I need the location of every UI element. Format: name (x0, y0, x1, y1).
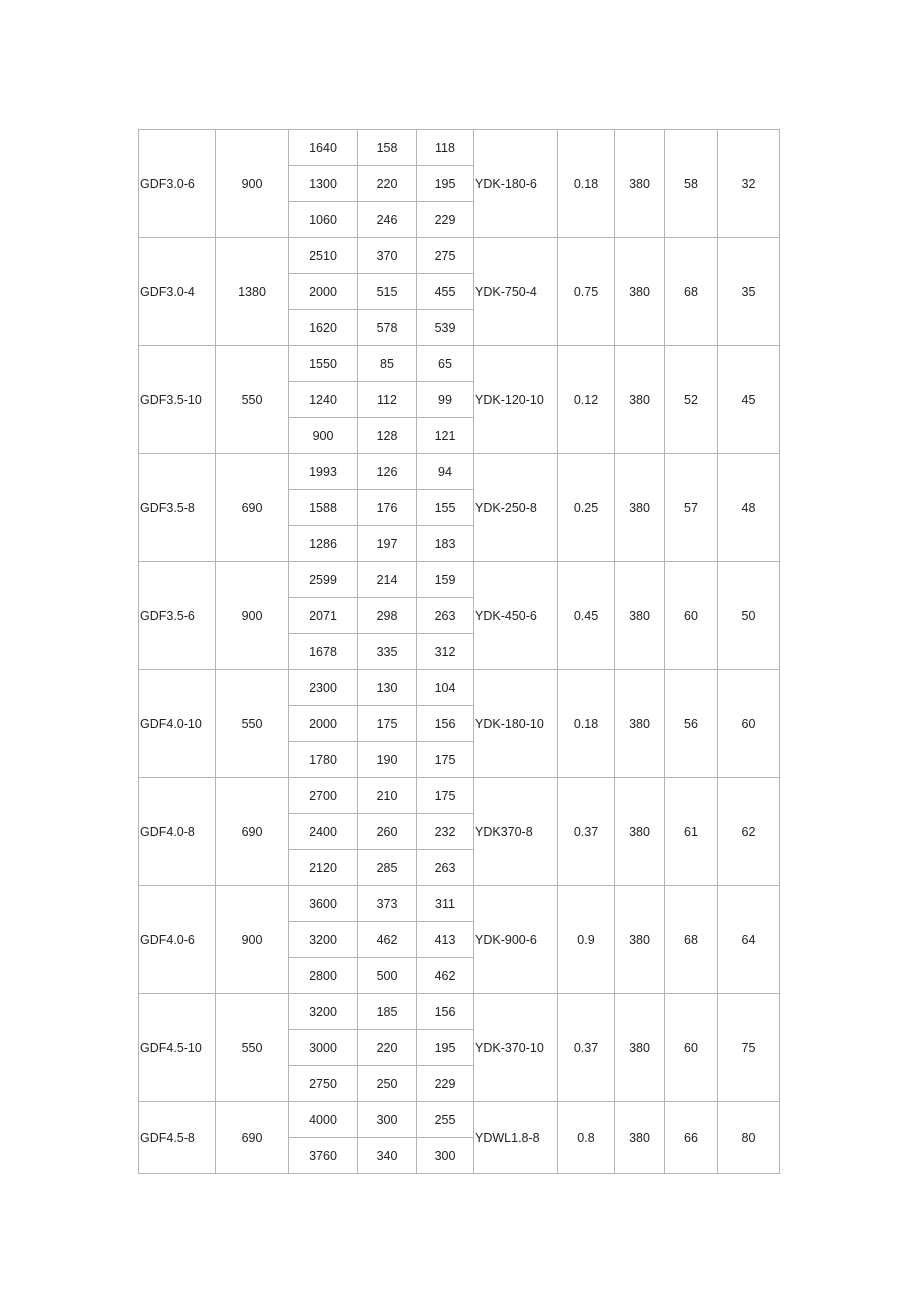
airflow-cell: 1240 (289, 382, 358, 418)
motor-cell: YDK-180-6 (474, 130, 558, 238)
airflow-cell: 1300 (289, 166, 358, 202)
model-cell: GDF3.0-4 (139, 238, 216, 346)
motor-cell: YDK-180-10 (474, 670, 558, 778)
pressure2-cell: 229 (417, 1066, 474, 1102)
voltage-cell: 380 (615, 886, 665, 994)
pressure-cell: 158 (358, 130, 417, 166)
pressure2-cell: 455 (417, 274, 474, 310)
model-cell: GDF3.0-6 (139, 130, 216, 238)
pressure-cell: 335 (358, 634, 417, 670)
pressure2-cell: 156 (417, 706, 474, 742)
airflow-cell: 3200 (289, 994, 358, 1030)
weight-cell: 50 (718, 562, 780, 670)
pressure-cell: 515 (358, 274, 417, 310)
pressure2-cell: 175 (417, 742, 474, 778)
airflow-cell: 1060 (289, 202, 358, 238)
pressure2-cell: 104 (417, 670, 474, 706)
weight-cell: 80 (718, 1102, 780, 1174)
pressure-cell: 210 (358, 778, 417, 814)
table-row (139, 454, 780, 490)
voltage-cell: 380 (615, 130, 665, 238)
pressure2-cell: 94 (417, 454, 474, 490)
airflow-cell: 3600 (289, 886, 358, 922)
pressure-cell: 246 (358, 202, 417, 238)
motor-cell: YDWL1.8-8 (474, 1102, 558, 1174)
motor-cell: YDK-250-8 (474, 454, 558, 562)
airflow-cell: 2599 (289, 562, 358, 598)
pressure-cell: 220 (358, 166, 417, 202)
rpm-cell: 550 (216, 994, 289, 1102)
pressure-cell: 370 (358, 238, 417, 274)
voltage-cell: 380 (615, 346, 665, 454)
airflow-cell: 2400 (289, 814, 358, 850)
pressure-cell: 190 (358, 742, 417, 778)
model-cell: GDF3.5-10 (139, 346, 216, 454)
pressure2-cell: 183 (417, 526, 474, 562)
pressure-cell: 260 (358, 814, 417, 850)
pressure-cell: 197 (358, 526, 417, 562)
model-cell: GDF4.0-6 (139, 886, 216, 994)
pressure2-cell: 99 (417, 382, 474, 418)
rpm-cell: 550 (216, 670, 289, 778)
table-row (139, 130, 780, 166)
model-cell: GDF3.5-6 (139, 562, 216, 670)
power-cell: 0.18 (558, 670, 615, 778)
airflow-cell: 900 (289, 418, 358, 454)
pressure2-cell: 195 (417, 166, 474, 202)
airflow-cell: 2000 (289, 274, 358, 310)
airflow-cell: 2071 (289, 598, 358, 634)
power-cell: 0.9 (558, 886, 615, 994)
pressure2-cell: 175 (417, 778, 474, 814)
noise-cell: 56 (665, 670, 718, 778)
pressure2-cell: 65 (417, 346, 474, 382)
pressure2-cell: 195 (417, 1030, 474, 1066)
model-cell: GDF4.0-10 (139, 670, 216, 778)
noise-cell: 58 (665, 130, 718, 238)
pressure-cell: 578 (358, 310, 417, 346)
pressure-cell: 214 (358, 562, 417, 598)
model-cell: GDF4.0-8 (139, 778, 216, 886)
noise-cell: 60 (665, 562, 718, 670)
pressure-cell: 126 (358, 454, 417, 490)
voltage-cell: 380 (615, 454, 665, 562)
airflow-cell: 1678 (289, 634, 358, 670)
spec-table (138, 129, 780, 1174)
rpm-cell: 900 (216, 562, 289, 670)
power-cell: 0.12 (558, 346, 615, 454)
rpm-cell: 690 (216, 454, 289, 562)
noise-cell: 68 (665, 886, 718, 994)
power-cell: 0.37 (558, 994, 615, 1102)
pressure-cell: 85 (358, 346, 417, 382)
pressure2-cell: 159 (417, 562, 474, 598)
rpm-cell: 690 (216, 1102, 289, 1174)
pressure2-cell: 263 (417, 598, 474, 634)
airflow-cell: 2000 (289, 706, 358, 742)
voltage-cell: 380 (615, 994, 665, 1102)
airflow-cell: 4000 (289, 1102, 358, 1138)
airflow-cell: 1640 (289, 130, 358, 166)
motor-cell: YDK-370-10 (474, 994, 558, 1102)
airflow-cell: 1286 (289, 526, 358, 562)
airflow-cell: 2700 (289, 778, 358, 814)
pressure-cell: 250 (358, 1066, 417, 1102)
airflow-cell: 3000 (289, 1030, 358, 1066)
motor-cell: YDK-900-6 (474, 886, 558, 994)
airflow-cell: 2800 (289, 958, 358, 994)
airflow-cell: 3200 (289, 922, 358, 958)
rpm-cell: 900 (216, 130, 289, 238)
motor-cell: YDK-750-4 (474, 238, 558, 346)
motor-cell: YDK-450-6 (474, 562, 558, 670)
pressure2-cell: 300 (417, 1138, 474, 1174)
table-row (139, 346, 780, 382)
table-row (139, 886, 780, 922)
pressure-cell: 300 (358, 1102, 417, 1138)
pressure2-cell: 462 (417, 958, 474, 994)
weight-cell: 62 (718, 778, 780, 886)
pressure2-cell: 312 (417, 634, 474, 670)
pressure-cell: 220 (358, 1030, 417, 1066)
table-row (139, 238, 780, 274)
pressure-cell: 340 (358, 1138, 417, 1174)
noise-cell: 57 (665, 454, 718, 562)
table-row (139, 562, 780, 598)
rpm-cell: 1380 (216, 238, 289, 346)
rpm-cell: 900 (216, 886, 289, 994)
table-row (139, 994, 780, 1030)
voltage-cell: 380 (615, 778, 665, 886)
weight-cell: 35 (718, 238, 780, 346)
pressure2-cell: 232 (417, 814, 474, 850)
weight-cell: 45 (718, 346, 780, 454)
pressure2-cell: 121 (417, 418, 474, 454)
table-body (139, 130, 780, 1174)
table-row (139, 670, 780, 706)
noise-cell: 68 (665, 238, 718, 346)
table-row (139, 1102, 780, 1138)
pressure-cell: 176 (358, 490, 417, 526)
pressure-cell: 175 (358, 706, 417, 742)
rpm-cell: 690 (216, 778, 289, 886)
table-row (139, 778, 780, 814)
power-cell: 0.75 (558, 238, 615, 346)
motor-cell: YDK370-8 (474, 778, 558, 886)
airflow-cell: 2510 (289, 238, 358, 274)
voltage-cell: 380 (615, 1102, 665, 1174)
pressure2-cell: 413 (417, 922, 474, 958)
pressure2-cell: 275 (417, 238, 474, 274)
airflow-cell: 3760 (289, 1138, 358, 1174)
airflow-cell: 1780 (289, 742, 358, 778)
pressure-cell: 112 (358, 382, 417, 418)
pressure2-cell: 118 (417, 130, 474, 166)
power-cell: 0.8 (558, 1102, 615, 1174)
pressure2-cell: 263 (417, 850, 474, 886)
power-cell: 0.37 (558, 778, 615, 886)
noise-cell: 60 (665, 994, 718, 1102)
rpm-cell: 550 (216, 346, 289, 454)
model-cell: GDF3.5-8 (139, 454, 216, 562)
voltage-cell: 380 (615, 670, 665, 778)
noise-cell: 52 (665, 346, 718, 454)
motor-cell: YDK-120-10 (474, 346, 558, 454)
pressure2-cell: 155 (417, 490, 474, 526)
weight-cell: 64 (718, 886, 780, 994)
pressure-cell: 128 (358, 418, 417, 454)
airflow-cell: 1550 (289, 346, 358, 382)
airflow-cell: 2300 (289, 670, 358, 706)
power-cell: 0.18 (558, 130, 615, 238)
pressure2-cell: 255 (417, 1102, 474, 1138)
noise-cell: 61 (665, 778, 718, 886)
weight-cell: 75 (718, 994, 780, 1102)
pressure2-cell: 229 (417, 202, 474, 238)
pressure2-cell: 156 (417, 994, 474, 1030)
pressure-cell: 373 (358, 886, 417, 922)
airflow-cell: 1620 (289, 310, 358, 346)
pressure2-cell: 311 (417, 886, 474, 922)
noise-cell: 66 (665, 1102, 718, 1174)
pressure-cell: 185 (358, 994, 417, 1030)
weight-cell: 60 (718, 670, 780, 778)
pressure-cell: 462 (358, 922, 417, 958)
voltage-cell: 380 (615, 238, 665, 346)
pressure-cell: 130 (358, 670, 417, 706)
voltage-cell: 380 (615, 562, 665, 670)
power-cell: 0.25 (558, 454, 615, 562)
airflow-cell: 2750 (289, 1066, 358, 1102)
airflow-cell: 2120 (289, 850, 358, 886)
airflow-cell: 1588 (289, 490, 358, 526)
pressure-cell: 285 (358, 850, 417, 886)
airflow-cell: 1993 (289, 454, 358, 490)
model-cell: GDF4.5-10 (139, 994, 216, 1102)
pressure-cell: 298 (358, 598, 417, 634)
model-cell: GDF4.5-8 (139, 1102, 216, 1174)
pressure-cell: 500 (358, 958, 417, 994)
weight-cell: 48 (718, 454, 780, 562)
power-cell: 0.45 (558, 562, 615, 670)
weight-cell: 32 (718, 130, 780, 238)
pressure2-cell: 539 (417, 310, 474, 346)
